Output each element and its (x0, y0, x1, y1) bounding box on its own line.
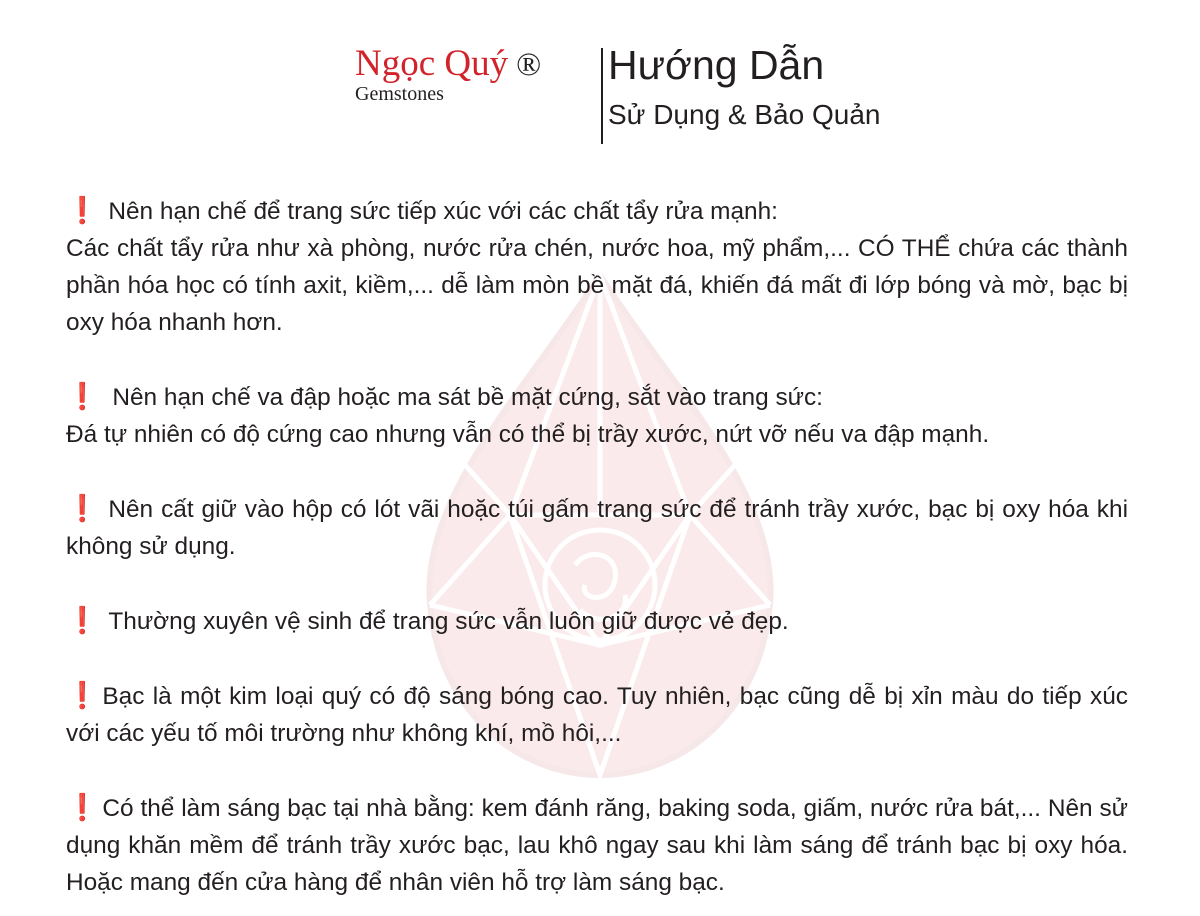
header-divider (601, 48, 603, 144)
instruction-item (66, 378, 1128, 453)
instruction-heading-text: Nên hạn chế để trang sức tiếp xúc với các chất tẩy rửa mạnh: (108, 198, 778, 225)
brand-logo (355, 44, 595, 106)
brand-name-text: Ngọc Quý (355, 43, 509, 84)
exclamation-icon: ❗ (66, 195, 99, 225)
instruction-item (66, 192, 1128, 341)
instruction-body: Các chất tẩy rửa như xà phòng, nước rửa chén, nước hoa, mỹ phẩm,... CÓ THỂ chứa các thành phần hóa học có tính axit, kiềm,... dễ làm mòn bề mặt đá, khiến đá mất đi lớp bóng và mờ, bạc bị oxy hóa nhanh hơn. (66, 235, 1128, 336)
exclamation-icon: ❗ (66, 792, 99, 822)
exclamation-icon: ❗ (66, 493, 99, 523)
instruction-text: Có thể làm sáng bạc tại nhà bằng: kem đánh răng, baking soda, giấm, nước rửa bát,... Nên sử dụng khăn mềm để tránh trầy xước bạc, lau khô ngay sau khi làm sáng để tránh bạc bị oxy hóa. Hoặc mang đến cửa hàng để nhân viên hỗ trợ làm sáng bạc. (66, 795, 1128, 896)
instruction-body: Đá tự nhiên có độ cứng cao nhưng vẫn có thể bị trầy xước, nứt vỡ nếu va đập mạnh. (66, 421, 990, 448)
instruction-item (66, 789, 1128, 901)
page-title: Hướng Dẫn (608, 42, 825, 88)
instruction-heading-text: Nên hạn chế va đập hoặc ma sát bề mặt cứng, sắt vào trang sức: (112, 384, 823, 411)
instruction-text: Nên cất giữ vào hộp có lót vãi hoặc túi gấm trang sức để tránh trầy xước, bạc bị oxy hóa khi không sử dụng. (66, 496, 1128, 560)
instruction-item (66, 677, 1128, 752)
page-subtitle: Sử Dụng & Bảo Quản (608, 99, 881, 130)
exclamation-icon: ❗ (66, 605, 99, 635)
instruction-item (66, 602, 1128, 640)
exclamation-icon: ❗ (66, 680, 99, 710)
instruction-heading (66, 192, 1128, 230)
instruction-text: Bạc là một kim loại quý có độ sáng bóng cao. Tuy nhiên, bạc cũng dễ bị xỉn màu do tiếp xúc với các yếu tố môi trường như không khí, mồ hôi,... (66, 683, 1128, 747)
instruction-heading (66, 378, 1128, 416)
brand-subtitle: Gemstones (355, 82, 444, 105)
care-instructions (66, 192, 1128, 901)
brand-name (355, 44, 595, 85)
exclamation-icon: ❗ (66, 381, 99, 411)
registered-mark: ® (516, 47, 542, 83)
instruction-text: Thường xuyên vệ sinh để trang sức vẫn luôn giữ được vẻ đẹp. (108, 608, 789, 635)
instruction-item (66, 490, 1128, 565)
